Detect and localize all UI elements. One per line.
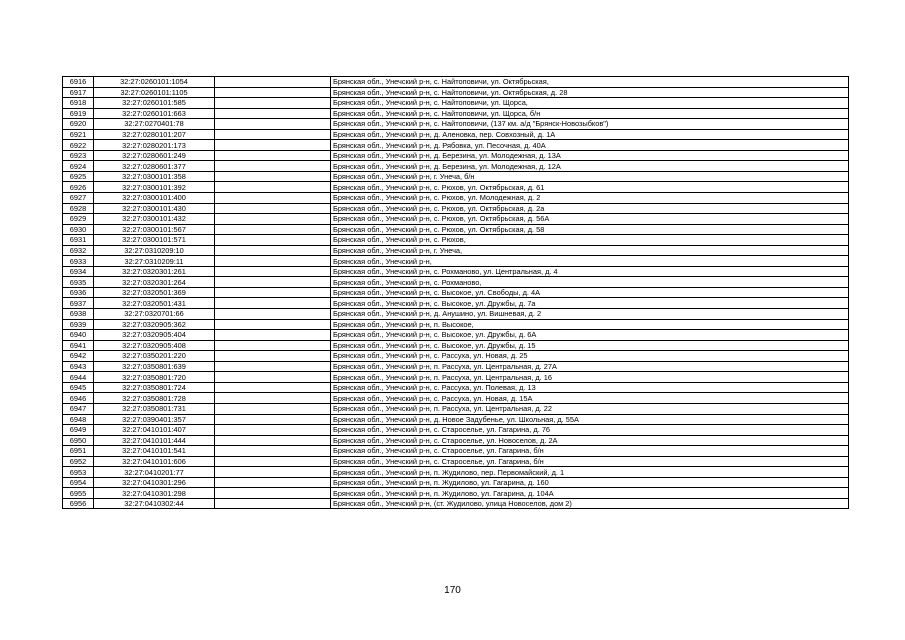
- address-cell: Брянская обл., Унечский р-н, д. Березина, ул. Молодежная, д. 13А: [331, 150, 849, 161]
- cadastral-number-cell: 32:27:0390401:357: [94, 414, 215, 425]
- empty-cell: [215, 161, 331, 172]
- empty-cell: [215, 340, 331, 351]
- address-cell: Брянская обл., Унечский р-н, д. Рябовка, ул. Песочная, д. 40А: [331, 140, 849, 151]
- cadastral-number-cell: 32:27:0410101:541: [94, 446, 215, 457]
- row-number-cell: 6924: [63, 161, 94, 172]
- cadastral-number-cell: 32:27:0320905:408: [94, 340, 215, 351]
- table-row: [63, 351, 849, 362]
- table-row: [63, 266, 849, 277]
- address-cell: Брянская обл., Унечский р-н, с. Староселье, ул. Гагарина, б/н: [331, 456, 849, 467]
- table-row: [63, 256, 849, 267]
- cadastral-number-cell: 32:27:0280601:249: [94, 150, 215, 161]
- empty-cell: [215, 456, 331, 467]
- row-number-cell: 6951: [63, 446, 94, 457]
- row-number-cell: 6917: [63, 87, 94, 98]
- row-number-cell: 6949: [63, 425, 94, 436]
- cadastral-number-cell: 32:27:0310209:10: [94, 245, 215, 256]
- table-row: [63, 382, 849, 393]
- address-cell: Брянская обл., Унечский р-н, с. Рюхов,: [331, 235, 849, 246]
- row-number-cell: 6943: [63, 361, 94, 372]
- row-number-cell: 6920: [63, 119, 94, 130]
- address-cell: Брянская обл., Унечский р-н, с. Рюхов, ул. Октябрьская, д. 56А: [331, 214, 849, 225]
- address-cell: Брянская обл., Унечский р-н, с. Староселье, ул. Новоселов, д. 2А: [331, 435, 849, 446]
- address-cell: Брянская обл., Унечский р-н, д. Аленовка, пер. Совхозный, д. 1А: [331, 129, 849, 140]
- row-number-cell: 6953: [63, 467, 94, 478]
- cadastral-number-cell: 32:27:0320905:362: [94, 319, 215, 330]
- address-cell: Брянская обл., Унечский р-н, с. Высокое, ул. Дружбы, д. 7а: [331, 298, 849, 309]
- empty-cell: [215, 425, 331, 436]
- row-number-cell: 6946: [63, 393, 94, 404]
- empty-cell: [215, 98, 331, 109]
- address-cell: Брянская обл., Унечский р-н, с. Староселье, ул. Гагарина, б/н: [331, 446, 849, 457]
- row-number-cell: 6927: [63, 193, 94, 204]
- cadastral-number-cell: 32:27:0350801:724: [94, 382, 215, 393]
- cadastral-number-cell: 32:27:0350801:639: [94, 361, 215, 372]
- empty-cell: [215, 214, 331, 225]
- row-number-cell: 6936: [63, 287, 94, 298]
- address-cell: Брянская обл., Унечский р-н, с. Найтоповичи, ул. Щорса,: [331, 98, 849, 109]
- cadastral-number-cell: 32:27:0410302:44: [94, 498, 215, 509]
- row-number-cell: 6923: [63, 150, 94, 161]
- address-cell: Брянская обл., Унечский р-н, п. Рассуха, ул. Центральная, д. 22: [331, 403, 849, 414]
- address-cell: Брянская обл., Унечский р-н, п. Рассуха, ул. Центральная, д. 16: [331, 372, 849, 383]
- empty-cell: [215, 171, 331, 182]
- table-row: [63, 87, 849, 98]
- address-cell: Брянская обл., Унечский р-н, с. Высокое, ул. Свободы, д. 4А: [331, 287, 849, 298]
- cadastral-number-cell: 32:27:0280101:207: [94, 129, 215, 140]
- empty-cell: [215, 108, 331, 119]
- row-number-cell: 6926: [63, 182, 94, 193]
- empty-cell: [215, 245, 331, 256]
- cadastral-number-cell: 32:27:0310209:11: [94, 256, 215, 267]
- address-cell: Брянская обл., Унечский р-н, с. Рюхов, ул. Октябрьская, д. 2а: [331, 203, 849, 214]
- cadastral-number-cell: 32:27:0260101:1105: [94, 87, 215, 98]
- empty-cell: [215, 446, 331, 457]
- row-number-cell: 6935: [63, 277, 94, 288]
- address-cell: Брянская обл., Унечский р-н, с. Рюхов, ул. Октябрьская, д. 58: [331, 224, 849, 235]
- table-row: [63, 119, 849, 130]
- table-row: [63, 309, 849, 320]
- table-row: [63, 361, 849, 372]
- row-number-cell: 6947: [63, 403, 94, 414]
- empty-cell: [215, 361, 331, 372]
- cadastral-number-cell: 32:27:0410101:444: [94, 435, 215, 446]
- address-cell: Брянская обл., Унечский р-н, п. Жудилово, ул. Гагарина, д. 104А: [331, 488, 849, 499]
- row-number-cell: 6933: [63, 256, 94, 267]
- address-cell: Брянская обл., Унечский р-н, п. Рассуха, ул. Центральная, д. 27А: [331, 361, 849, 372]
- empty-cell: [215, 140, 331, 151]
- row-number-cell: 6934: [63, 266, 94, 277]
- cadastral-number-cell: 32:27:0270401:78: [94, 119, 215, 130]
- row-number-cell: 6940: [63, 330, 94, 341]
- table-row: [63, 446, 849, 457]
- address-cell: Брянская обл., Унечский р-н, п. Высокое,: [331, 319, 849, 330]
- cadastral-number-cell: 32:27:0350801:728: [94, 393, 215, 404]
- cadastral-number-cell: 32:27:0300101:430: [94, 203, 215, 214]
- empty-cell: [215, 298, 331, 309]
- address-cell: Брянская обл., Унечский р-н, с. Высокое, ул. Дружбы, д. 15: [331, 340, 849, 351]
- empty-cell: [215, 119, 331, 130]
- cadastral-number-cell: 32:27:0300101:358: [94, 171, 215, 182]
- address-cell: Брянская обл., Унечский р-н, с. Рассуха, ул. Новая, д. 15А: [331, 393, 849, 404]
- address-cell: Брянская обл., Унечский р-н, с. Рюхов, ул. Молодежная, д. 2: [331, 193, 849, 204]
- empty-cell: [215, 372, 331, 383]
- empty-cell: [215, 193, 331, 204]
- row-number-cell: 6919: [63, 108, 94, 119]
- address-cell: Брянская обл., Унечский р-н, д. Березина, ул. Молодежная, д. 12А: [331, 161, 849, 172]
- address-cell: Брянская обл., Унечский р-н, г. Унеча,: [331, 245, 849, 256]
- empty-cell: [215, 309, 331, 320]
- empty-cell: [215, 435, 331, 446]
- table-row: [63, 277, 849, 288]
- row-number-cell: 6928: [63, 203, 94, 214]
- cadastral-number-cell: 32:27:0260101:585: [94, 98, 215, 109]
- row-number-cell: 6925: [63, 171, 94, 182]
- table-row: [63, 435, 849, 446]
- row-number-cell: 6921: [63, 129, 94, 140]
- table-row: [63, 235, 849, 246]
- table-row: [63, 488, 849, 499]
- row-number-cell: 6955: [63, 488, 94, 499]
- table-row: [63, 245, 849, 256]
- address-cell: Брянская обл., Унечский р-н, г. Унеча, б/н: [331, 171, 849, 182]
- row-number-cell: 6929: [63, 214, 94, 225]
- row-number-cell: 6941: [63, 340, 94, 351]
- table-row: [63, 456, 849, 467]
- row-number-cell: 6931: [63, 235, 94, 246]
- empty-cell: [215, 203, 331, 214]
- cadastral-number-cell: 32:27:0260101:1054: [94, 77, 215, 88]
- row-number-cell: 6948: [63, 414, 94, 425]
- empty-cell: [215, 319, 331, 330]
- table-row: [63, 129, 849, 140]
- table-row: [63, 372, 849, 383]
- row-number-cell: 6954: [63, 477, 94, 488]
- empty-cell: [215, 150, 331, 161]
- cadastral-number-cell: 32:27:0320501:369: [94, 287, 215, 298]
- row-number-cell: 6938: [63, 309, 94, 320]
- empty-cell: [215, 467, 331, 478]
- table-row: [63, 425, 849, 436]
- empty-cell: [215, 266, 331, 277]
- empty-cell: [215, 488, 331, 499]
- empty-cell: [215, 414, 331, 425]
- table-row: [63, 77, 849, 88]
- empty-cell: [215, 235, 331, 246]
- row-number-cell: 6937: [63, 298, 94, 309]
- address-cell: Брянская обл., Унечский р-н, с. Рохманово, ул. Центральная, д. 4: [331, 266, 849, 277]
- page-number: 170: [444, 585, 461, 596]
- empty-cell: [215, 277, 331, 288]
- cadastral-number-cell: 32:27:0300101:392: [94, 182, 215, 193]
- empty-cell: [215, 129, 331, 140]
- address-cell: Брянская обл., Унечский р-н,: [331, 256, 849, 267]
- cadastral-number-cell: 32:27:0320701:66: [94, 309, 215, 320]
- cadastral-number-cell: 32:27:0300101:567: [94, 224, 215, 235]
- table-row: [63, 498, 849, 509]
- address-cell: Брянская обл., Унечский р-н, п. Жудилово, ул. Гагарина, д. 160: [331, 477, 849, 488]
- table-row: [63, 340, 849, 351]
- address-cell: Брянская обл., Унечский р-н, с. Рассуха, ул. Новая, д. 25: [331, 351, 849, 362]
- table-row: [63, 98, 849, 109]
- cadastral-number-cell: 32:27:0320905:404: [94, 330, 215, 341]
- row-number-cell: 6952: [63, 456, 94, 467]
- address-cell: Брянская обл., Унечский р-н, п. Жудилово, пер. Первомайский, д. 1: [331, 467, 849, 478]
- row-number-cell: 6922: [63, 140, 94, 151]
- cadastral-number-cell: 32:27:0260101:663: [94, 108, 215, 119]
- address-cell: Брянская обл., Унечский р-н, с. Рассуха, ул. Полевая, д. 13: [331, 382, 849, 393]
- address-cell: Брянская обл., Унечский р-н, с. Староселье, ул. Гагарина, д. 76: [331, 425, 849, 436]
- empty-cell: [215, 77, 331, 88]
- cadastral-number-cell: 32:27:0350801:731: [94, 403, 215, 414]
- cadastral-number-cell: 32:27:0410101:606: [94, 456, 215, 467]
- empty-cell: [215, 403, 331, 414]
- row-number-cell: 6930: [63, 224, 94, 235]
- address-cell: Брянская обл., Унечский р-н, с. Найтоповичи, ул. Щорса, б/н: [331, 108, 849, 119]
- registry-table-body: [63, 77, 849, 509]
- table-row: [63, 182, 849, 193]
- address-cell: Брянская обл., Унечский р-н, с. Рюхов, ул. Октябрьская, д. 61: [331, 182, 849, 193]
- cadastral-number-cell: 32:27:0320501:431: [94, 298, 215, 309]
- table-row: [63, 193, 849, 204]
- cadastral-number-cell: 32:27:0300101:400: [94, 193, 215, 204]
- table-row: [63, 203, 849, 214]
- cadastral-number-cell: 32:27:0300101:571: [94, 235, 215, 246]
- cadastral-number-cell: 32:27:0350201:220: [94, 351, 215, 362]
- cadastral-number-cell: 32:27:0280601:377: [94, 161, 215, 172]
- cadastral-number-cell: 32:27:0350801:720: [94, 372, 215, 383]
- empty-cell: [215, 287, 331, 298]
- table-row: [63, 467, 849, 478]
- cadastral-number-cell: 32:27:0320301:264: [94, 277, 215, 288]
- address-cell: Брянская обл., Унечский р-н, с. Рохманово,: [331, 277, 849, 288]
- table-row: [63, 108, 849, 119]
- row-number-cell: 6918: [63, 98, 94, 109]
- empty-cell: [215, 393, 331, 404]
- address-cell: Брянская обл., Унечский р-н, с. Высокое, ул. Дружбы, д. 6А: [331, 330, 849, 341]
- table-row: [63, 414, 849, 425]
- address-cell: Брянская обл., Унечский р-н, с. Найтоповичи, (137 км. а/д "Брянск-Новозыбков"): [331, 119, 849, 130]
- table-row: [63, 319, 849, 330]
- table-row: [63, 330, 849, 341]
- row-number-cell: 6945: [63, 382, 94, 393]
- table-row: [63, 150, 849, 161]
- cadastral-number-cell: 32:27:0410301:298: [94, 488, 215, 499]
- empty-cell: [215, 256, 331, 267]
- address-cell: Брянская обл., Унечский р-н, д. Новое Задубенье, ул. Школьная, д. 55А: [331, 414, 849, 425]
- address-cell: Брянская обл., Унечский р-н, с. Найтоповичи, ул. Октябрьская,: [331, 77, 849, 88]
- registry-table: [62, 76, 849, 509]
- cadastral-number-cell: 32:27:0320301:261: [94, 266, 215, 277]
- empty-cell: [215, 382, 331, 393]
- empty-cell: [215, 351, 331, 362]
- table-row: [63, 298, 849, 309]
- table-row: [63, 214, 849, 225]
- row-number-cell: 6956: [63, 498, 94, 509]
- cadastral-number-cell: 32:27:0300101:432: [94, 214, 215, 225]
- cadastral-number-cell: 32:27:0410201:77: [94, 467, 215, 478]
- row-number-cell: 6942: [63, 351, 94, 362]
- table-row: [63, 403, 849, 414]
- address-cell: Брянская обл., Унечский р-н, (ст. Жудилово, улица Новоселов, дом 2): [331, 498, 849, 509]
- table-row: [63, 161, 849, 172]
- cadastral-number-cell: 32:27:0280201:173: [94, 140, 215, 151]
- address-cell: Брянская обл., Унечский р-н, с. Найтоповичи, ул. Октябрьская, д. 28: [331, 87, 849, 98]
- table-row: [63, 224, 849, 235]
- table-row: [63, 171, 849, 182]
- empty-cell: [215, 330, 331, 341]
- empty-cell: [215, 87, 331, 98]
- table-row: [63, 140, 849, 151]
- row-number-cell: 6944: [63, 372, 94, 383]
- row-number-cell: 6932: [63, 245, 94, 256]
- table-row: [63, 477, 849, 488]
- row-number-cell: 6939: [63, 319, 94, 330]
- row-number-cell: 6916: [63, 77, 94, 88]
- cadastral-number-cell: 32:27:0410301:296: [94, 477, 215, 488]
- table-row: [63, 393, 849, 404]
- empty-cell: [215, 182, 331, 193]
- row-number-cell: 6950: [63, 435, 94, 446]
- empty-cell: [215, 477, 331, 488]
- cadastral-number-cell: 32:27:0410101:407: [94, 425, 215, 436]
- address-cell: Брянская обл., Унечский р-н, д. Анушино, ул. Вишневая, д. 2: [331, 309, 849, 320]
- empty-cell: [215, 224, 331, 235]
- table-row: [63, 287, 849, 298]
- empty-cell: [215, 498, 331, 509]
